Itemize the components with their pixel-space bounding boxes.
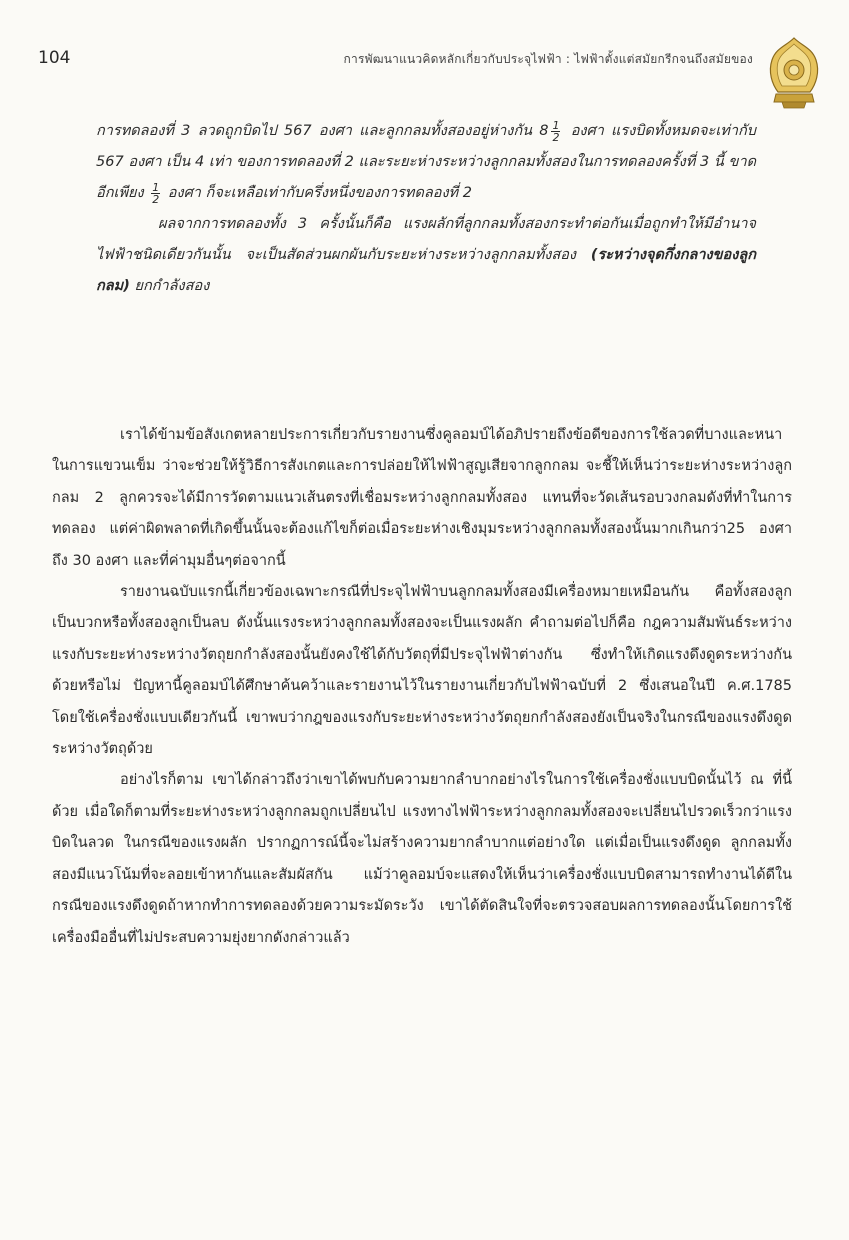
quote-p1-text-b: องศา แรงบิดทั้งหมดจะเท่ากับ 567 องศา เป็น 4 เท่า ของการทดลองที่ 2 และระยะห่างระหว่างลูกกลมทั้งสองในการทดลองครั้งที่ 3 นี้ ขาดอีกเพียง: [96, 123, 756, 201]
fraction-denominator: 2: [552, 130, 560, 144]
fraction-denominator: 2: [152, 192, 160, 206]
body-paragraph-1: เราได้ข้ามข้อสังเกตหลายประการเกี่ยวกับรายงานซึ่งคูลอมบ์ได้อภิปรายถึงข้อดีของการใช้ลวดที่บางและหนาในการแขวนเข็ม ว่าจะช่วยให้รู้วิธีการสังเกตและการปล่อยให้ไฟฟ้าสูญเสียจากลูกกลม จะชี้ให้เห็นว่าระยะห่างระหว่างลูกกลม 2 ลูกควรจะได้มีการวัดตามแนวเส้นตรงที่เชื่อมระหว่างลูกกลมทั้งสอง แทนที่จะวัดเส้นรอบวงกลมดังที่ทำในการทดลอง แต่ค่าผิดพลาดที่เกิดขึ้นนั้นจะต้องแก้ไขก็ต่อเมื่อระยะห่างเชิงมุมระหว่างลูกกลมทั้งสองนั้นมากเกินกว่า25 องศา ถึง 30 องศา และที่ค่ามุมอื่นๆต่อจากนี้: [52, 427, 792, 569]
page-number: 104: [38, 48, 71, 68]
fraction-one-half-b: [151, 182, 160, 205]
quote-paragraph-1: [96, 116, 756, 209]
body-paragraph-3: อย่างไรก็ตาม เขาได้กล่าวถึงว่าเขาได้พบกับความยากลำบากอย่างไรในการใช้เครื่องชั่งแบบบิดนั้นไว้ ณ ที่นี้ด้วย เมื่อใดก็ตามที่ระยะห่างระหว่างลูกกลมถูกเปลี่ยนไป แรงทางไฟฟ้าระหว่างลูกกลมทั้งสองจะเปลี่ยนไปรวดเร็วกว่าแรงบิดในลวด ในกรณีของแรงผลัก ปรากฏการณ์นี้จะไม่สร้างความยากลำบากแต่อย่างใด แต่เมื่อเป็นแรงดึงดูด ลูกกลมทั้งสองมีแนวโน้มที่จะลอยเข้าหากันและสัมผัสกัน แม้ว่าคูลอมบ์จะแสดงให้เห็นว่าเครื่องชั่งแบบบิดสามารถทำงานได้ดีในกรณีของแรงดึงดูดถ้าหากทำการทดลองด้วยความระมัดระวัง เขาได้ตัดสินใจที่จะตรวจสอบผลการทดลองนั้นโดยการใช้เครื่องมืออื่นที่ไม่ประสบความยุ่งยากดังกล่าวแล้ว: [52, 772, 792, 946]
fraction-numerator: 1: [552, 118, 560, 132]
fraction-numerator: 1: [152, 180, 160, 194]
running-header: การพัฒนาแนวคิดหลักเกี่ยวกับประจุไฟฟ้า : ไฟฟ้าตั้งแต่สมัยกรีกจนถึงสมัยของ: [343, 52, 753, 66]
quote-p1-text-a: การทดลองที่ 3 ลวดถูกบิดไป 567 องศา และลูกกลมทั้งสองอยู่ห่างกัน: [96, 123, 540, 139]
quote-p2-bold: (ระหว่างจุดกึ่งกลางของลูกกลม): [96, 247, 756, 294]
fraction-one-half-a: [551, 120, 560, 143]
university-emblem-icon: [764, 36, 824, 110]
quote-p2-text-b: ยกกำลังสอง: [129, 278, 210, 294]
body-paragraph-2: รายงานฉบับแรกนี้เกี่ยวข้องเฉพาะกรณีที่ประจุไฟฟ้าบนลูกกลมทั้งสองมีเครื่องหมายเหมือนกัน คือทั้งสองลูกเป็นบวกหรือทั้งสองลูกเป็นลบ ดังนั้นแรงระหว่างลูกกลมทั้งสองจะเป็นแรงผลัก คำถามต่อไปก็คือ กฎความสัมพันธ์ระหว่างแรงกับระยะห่างระหว่างวัตถุยกกำลังสองนั้นยังคงใช้ได้กับวัตถุที่มีประจุไฟฟ้าต่างกัน ซึ่งทำให้เกิดแรงดึงดูดระหว่างกันด้วยหรือไม่ ปัญหานี้คูลอมบ์ได้ศึกษาค้นคว้าและรายงานไว้ในรายงานเกี่ยวกับไฟฟ้าฉบับที่ 2 ซึ่งเสนอในปี ค.ศ.1785 โดยใช้เครื่องชั่งแบบเดียวกันนี้ เขาพบว่ากฎของแรงกับระยะห่างระหว่างวัตถุยกกำลังสองยังเป็นจริงในกรณีของแรงดึงดูดระหว่างวัตถุด้วย: [52, 584, 792, 758]
quote-paragraph-2: [96, 209, 756, 302]
body-text: [52, 420, 792, 954]
quote-p1-text-c: องศา ก็จะเหลือเท่ากับครึ่งหนึ่งของการทดลองที่ 2: [163, 185, 472, 201]
quote-p2-text-a: ผลจากการทดลองทั้ง 3 ครั้งนั้นก็คือ แรงผลักที่ลูกกลมทั้งสองกระทำต่อกันเมื่อถูกทำให้มีอำนาจไฟฟ้าชนิดเดียวกันนั้น จะเป็นสัดส่วนผกผันกับระยะห่างระหว่างลูกกลมทั้งสอง: [96, 216, 756, 263]
mixed-number-whole: 8: [539, 123, 549, 139]
quoted-passage: [96, 116, 756, 302]
